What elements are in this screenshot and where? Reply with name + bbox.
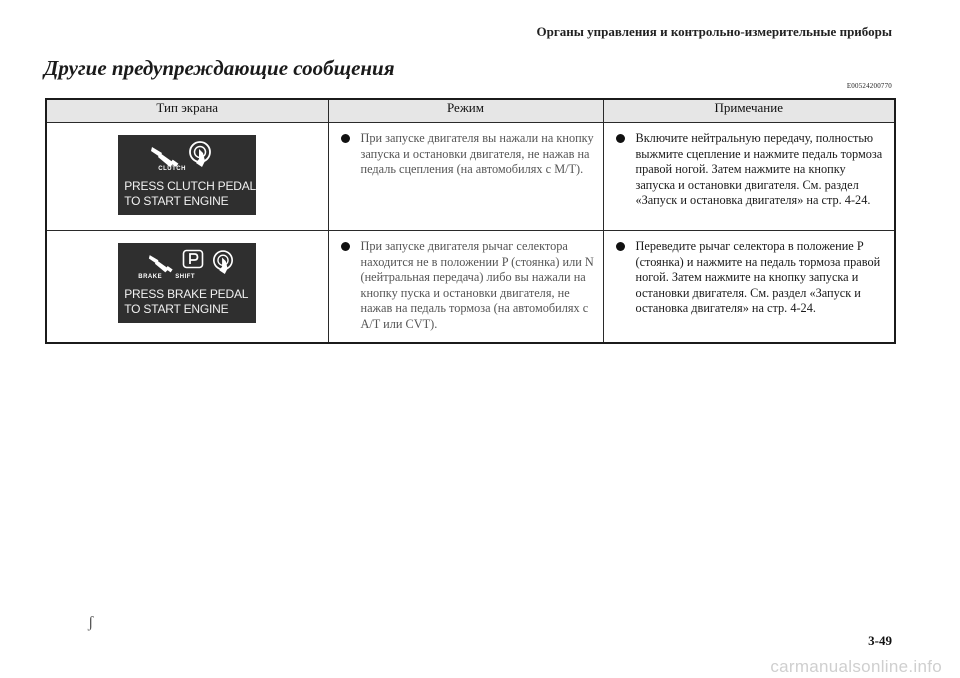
clutch-warning-display [118, 135, 256, 215]
brake-warning-display [118, 243, 256, 323]
mode-text: При запуске двигателя вы нажали на кнопку запуска и остановки двигателя, не нажав на педаль сцепления (на автомобилях с M/T). [360, 131, 594, 177]
table-row [46, 231, 895, 344]
display-line-1: PRESS CLUTCH PEDAL [124, 179, 257, 193]
note-cell [603, 123, 895, 231]
note-cell [603, 231, 895, 344]
bullet-icon [341, 242, 350, 251]
note-text: Переведите рычаг селектора в положение P (стоянка) и нажмите на педаль тормоза правой ногой. Затем нажмите на кнопку запуска и остановки двигателя. См. раздел «Запуск и остановка двигателя» на стр. 4-24. [635, 239, 881, 316]
section-title: Другие предупреждающие сообщения [44, 56, 395, 80]
mode-cell [328, 123, 603, 231]
foot-pedal-icon [148, 249, 174, 275]
display-line-2: TO START ENGINE [124, 194, 229, 208]
bullet-icon [616, 242, 625, 251]
push-button-icon [188, 141, 212, 169]
header-mode: Режим [328, 99, 603, 123]
park-position-icon [182, 249, 204, 271]
header-note: Примечание [603, 99, 895, 123]
bullet-icon [616, 134, 625, 143]
push-button-icon [212, 249, 234, 277]
watermark: carmanualsonline.info [770, 657, 942, 676]
note-text: Включите нейтральную передачу, полностью выжмите сцепление и нажмите педаль тормоза правой ногой. Затем нажмите на кнопку запуска и остановки двигателя. См. раздел «Запуск и остановка двигателя» на стр. 4-24. [635, 131, 883, 208]
screen-cell [46, 123, 328, 231]
mode-text: При запуске двигателя рычаг селектора находится не в положении P (стоянка) или N (нейтральная передача) либо вы нажали на кнопку пуска и остановки двигателя, не нажав на педаль тормоза (на автомобилях с A/T или CVT). [360, 239, 594, 331]
bullet-icon [341, 134, 350, 143]
running-header: Органы управления и контрольно-измерительные приборы [536, 24, 892, 39]
shift-label: SHIFT [175, 274, 196, 280]
table-row [46, 123, 895, 231]
document-code: E00524200770 [846, 82, 892, 90]
screen-cell [46, 231, 328, 344]
page-number: 3-49 [868, 633, 892, 648]
brake-label: BRAKE [138, 274, 163, 280]
foot-pedal-icon [150, 141, 180, 169]
warning-messages-table [45, 98, 896, 344]
scan-mark: ʃ [88, 614, 94, 631]
display-line-2: TO START ENGINE [124, 302, 229, 316]
table-header-row [46, 99, 895, 123]
display-line-1: PRESS BRAKE PEDAL [124, 287, 249, 301]
clutch-label: CLUTCH [158, 166, 186, 172]
header-screen-type: Тип экрана [46, 99, 328, 123]
mode-cell [328, 231, 603, 344]
